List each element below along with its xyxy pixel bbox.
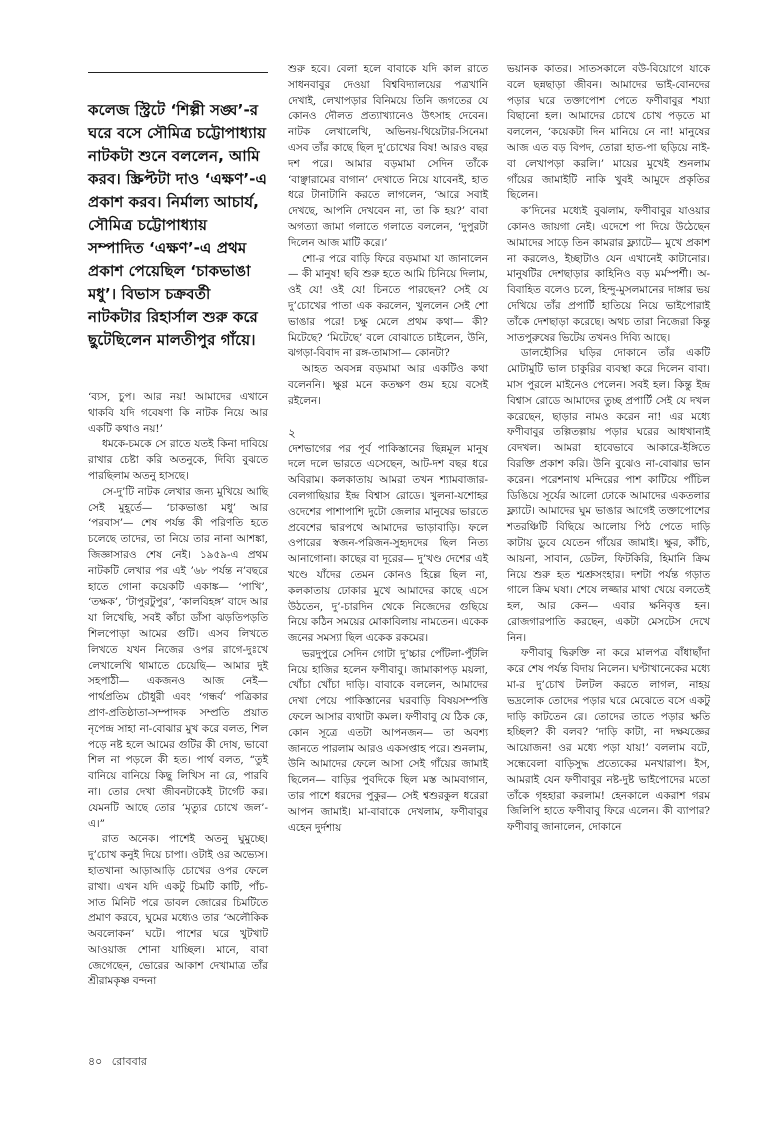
paragraph: ধমকে-চমকে সে রাতে যতই কিনা দাবিয়ে রাখার চেষ্টা করি অতনুকে, দিব্যি বুঝতে পারছিলাম অতনু হাসছে। (88, 438, 268, 482)
paragraph: ক’দিনের মধ্যেই বুঝলাম, ফণীবাবুর যাওয়ার কোনও জায়গা নেই। এদেশে পা দিয়ে উঠেছেন আমাদের সাড়ে তিন কামরার ফ্ল্যাটে— মুখে প্রকাশ না করলেও, ইচ্ছাটাও যেন এখানেই কাটানোর। মানুষটির দেশছাড়ার কাহিনিও বড় মর্মস্পর্শী। অ-বিবাহিত বলেও চলে, হিন্দু-মুসলমানের দাঙ্গার ভয় দেখিয়ে তাঁর প্রপার্টি হাতিয়ে নিয়ে ভাইপোরাই তাঁকে দেশছাড়া করেছে। অথচ তারা নিজেরা কিন্তু সাতপুরুষের ভিটেয় তখনও দিব্যি আছে। (507, 205, 710, 344)
column-1 (88, 62, 268, 990)
paragraph: দেশভাগের পর পূর্ব পাকিস্তানের ছিন্নমূল মানুষ দলে দলে ভারতে এসেছেন, আট-দশ বছর ধরে অবিরাম। কলকাতায় আমরা তখন শ্যামবাজার-বেলগাছিয়ার ইন্দ্র বিশ্বাস রোডে। খুলনা-যশোহর ওদেশের পাশাপাশি দুটো জেলার মানুষের ভারতে প্রবেশের দ্বারপথে আমাদের ভাড়াবাড়ি। ফলে ওপারের স্বজন-পরিজন-সুহৃদদের ছিল নিত্য আনাগোনা। কাছের বা দূরের— দু’খণ্ড দেশের এই খণ্ডে যাঁদের তেমন কোনও হিল্লে ছিল না, কলকাতায় ঢোকার মুখে আমাদের কাছে এসে উঠতেন, দু’-চারদিন থেকে নিজেদের গুছিয়ে নিয়ে কঠিন সময়ের মোকাবিলায় নামতেন। একেক জনের সমস্যা ছিল একেক রকমের। (288, 442, 488, 645)
page-footer (88, 1053, 153, 1072)
paragraph: রাত অনেক। পাশেই অতনু ঘুমুচ্ছে। দু’চোখ কনুই দিয়ে চাপা। ওটাই ওর অভ্যেস। হাতখানা আড়াআড়ি চোখের ওপর ফেলে রাখা। এখন যদি একটু চিমটি কাটি, পাঁচ-সাত মিনিট পরে ডাবল জোরের চিমটিতে প্রমাণ করবে, ঘুমের মধ্যেও তার ‘অলৌকিক অবলোকন’ ঘটে। পাশের ঘরে খুটখাট আওয়াজ শোনা যাচ্ছিল। মানে, বাবা জেগেছেন, ভোরের আকাশ দেখামাত্র তাঁর শ্রীরামকৃষ্ণ বন্দনা (88, 833, 268, 988)
paragraph: ভরদুপুরে সেদিন গোটা দু’চ্চার পোঁটলা-পুঁটলি নিয়ে হাজির হলেন ফণীবাবু। জামাকাপড় ময়লা, খোঁচা খোঁচা দাড়ি। বাবাকে বললেন, আমাদের দেখা পেয়ে পাকিস্তানের ঘরবাড়ি বিষয়সম্পত্তি ফেলে আসার ব্যথাটা কমল। ফণীবাবু যে ঠিক কে, কোন সূত্রে এতটা আপনজন— তা অবশ্য জানতে পারলাম আরও একসপ্তাহ পরে। শুনলাম, উনি আমাদের ফেলে আসা সেই গাঁয়ের জামাই ছিলেন— বাড়ির পুবদিকে ছিল মস্ত আমবাগান, তার পাশে ধরদের পুকুর— সেই শ্বশুরকুল ধরেরা আপন জামাই। মা-বাবাকে দেখলাম, ফণীবাবুর এহেন দুর্দশায় (288, 647, 488, 834)
column-2 (288, 62, 488, 836)
column-3 (507, 62, 710, 836)
paragraph: শুরু হবে। বেলা হলে বাবাকে যদি কাল রাতে সাধনবাবুর দেওয়া বিশ্ববিদ্যালয়ের পত্রখানি দেখাই, লেখাপড়ার বিনিময়ে তিনি জগতের যে কোনও দৌলত প্রত্যাখ্যানেও উৎসাহ দেবেন। নাটক লেখালেখি, অভিনয়-থিয়েটার-সিনেমা এসব তাঁর কাছে ছিল দু’চোখের বিষ! আরও বছর দশ পরে। আমার বড়মামা সেদিন তাঁকে ‘বাঞ্ছারামের বাগান’ দেখাতে নিয়ে যাবেনই, হাত ধরে টানাটানি করতে লাগলেন, ‘আরে সবাই দেখছে, আপনি দেখবেন না, তা কি হয়?’ বাবা অগত্যা জামা গলাতে গলাতে বললেন, ‘দুপুরটা দিলেন আজ মাটি করে।’ (288, 63, 488, 249)
paragraph: ফণীবাবু দ্বিরুক্তি না করে মালপত্র বাঁধাছাঁদা করে শেষ পর্যন্ত বিদায় নিলেন। ঘণ্টাখানেকের মধ্যে মা-র দু’চোখ টলটল করতে লাগল, নাহয় ভদ্রলোক তোদের পড়ার ঘরে মেঝেতে বসে একটু দাড়ি কাটতেন রে। তোদের তাতে পড়ার ক্ষতি হচ্ছিল? কী বলব? ‘দাড়ি কাটা, না দক্ষযজ্ঞের আয়োজন! ওর মধ্যে পড়া যায়!’ বললাম বটে, সন্ধেবেলা বাড়িসুদ্ধ প্রত্যেকের মনখারাপ। ইস, আমরাই যেন ফণীবাবুর নষ্ট-দুষ্ট ভাইপোদের মতো তাঁকে গৃহহারা করলাম! হেনকালে একরাশ গরম জিলিপি হাতে ফণীবাবু ফিরে এলেন। কী ব্যাপার? ফণীবাবু জানালেন, দোকানে (507, 647, 710, 834)
paragraph: ডালহৌসির ঘড়ির দোকানে তাঁর একটি মোটামুটি ভাল চাকুরির ব্যবস্থা করে দিলেন বাবা। মাস পুরলে মাইনেও পেলেন। সবই হল। কিন্তু ইন্দ্র বিশ্বাস রোডে আমাদের তুচ্ছ প্রপার্টি সেই যে দখল করেছেন, ছাড়ার নামও করেন না! এর মধ্যে ফণীবাবুর তল্পিতল্পায় পড়ার ঘরের আধখানাই বেদখল। আমরা হাবেভাবে আকারে-ইঙ্গিতে বিরক্তি প্রকাশ করি। উনি বুঝেও না-বোঝার ভান করেন। পরেশনাথ মন্দিরের পাশ কাটিয়ে পাঁচিল ডিঙিয়ে সূর্যের আলো ঢোকে আমাদের একতলার ফ্ল্যাটে। আমাদের ঘুম ভাঙার আগেই তক্তাপোশের শতরঞ্চিটি বিছিয়ে আলোয় পিঠ পেতে দাড়ি কাটায় ডুবে যেতেন গাঁয়ের জামাই। ক্ষুর, কাঁচি, আয়না, সাবান, ডেটল, ফিটকিরি, হিমানি ক্রিম নিয়ে শুরু হত শ্মশ্রুসংহার। দশটা পর্যন্ত গড়াত গালে ক্রিম ঘষা। শেষে লজ্জার মাথা খেয়ে বলতেই হল, আর কেন— এবার ক্ষনিবৃত্ত হন। রোজগারপাতি করছেন, একটা মেসটেস দেখে নিন। (507, 347, 710, 644)
page-number: ৪০ (88, 1055, 103, 1068)
paragraph: আহত অবসন্ন বড়মামা আর একটিও কথা বলেননি। ক্ষুণ্ণ মনে কতক্ষণ গুম হয়ে বসেই রইলেন। (288, 363, 488, 407)
magazine-name: রোববার (111, 1055, 147, 1068)
top-rule (88, 72, 268, 73)
pull-quote: কলেজ স্ট্রিটে ‘শিল্পী সঙ্ঘ’-র ঘরে বসে সৌমিত্র চট্টোপাধ্যায় নাটকটা শুনে বললেন, আমি করব। স্ক্রিপ্টটা দাও ‘এক্ষণ’-এ প্রকাশ করব। নির্মাল্য আচার্য, সৌমিত্র চট্টোপাধ্যায় সম্পাদিত ‘এক্ষণ’-এ প্রথম প্রকাশ পেয়েছিল ‘চাকভাঙা মধু’। বিভাস চক্রবর্তী নাটকটার রিহার্সাল শুরু করে ছুটেছিলেন মালতীপুর গাঁয়ে। (88, 101, 268, 349)
paragraph: শো-র পরে বাড়ি ফিরে বড়মামা যা জানালেন— কী মানুষ! ছবি শুরু হতে আমি চিনিয়ে দিলাম, ওই যে! ওই যে! চিনতে পারছেন? সেই যে দু’চোখের পাতা এক করলেন, খুললেন সেই শো ভাঙার পরে! চক্ষু মেলে প্রথম কথা— কী? মিটেছে? ‘মিটেছে’ বলে বোঝাতে চাইলেন, উনি, ঝগড়া-বিবাদ না রঙ্গ-তামাসা— কোনটা? (288, 252, 488, 360)
paragraph: সে-দু’টি নাটক লেখার জন্য মুখিয়ে আছি সেই মুহূর্তে— ‘চাকভাঙা মধু’ আর ‘পরবাস’— শেষ পর্যন্ত কী পরিণতি হতে চলেছে তাদের, তা নিয়ে তার নানা আশঙ্কা, জিজ্ঞাসারও শেষ নেই। ১৯৫৯-এ প্রথম নাটকটি লেখার পর এই ’৬৮ পর্যন্ত ন’বছরে হাতে গোনা কয়েকটি একাঙ্ক— ‘পাখি’, ‘তক্ষক’, ‘টাপুরটুপুর’, ‘কালবিহঙ্গ’ বাদে আর যা লিখেছি, সবই কাঁচা ডাঁসা ঝড়তিপড়তি শিলপোড়া আমের গুটি। এসব লিখতে লিখতে যখন নিজের ওপর রাগে-দুঃখে লেখালেখি থামাতে চেয়েছি— আমার দুই সহপাঠী— একজনও আজ নেই— পার্থপ্রতিম চৌধুরী এবং ‘গন্ধর্ব’ পত্রিকার প্রাণ-প্রতিষ্ঠাতা-সম্পাদক সম্প্রতি প্রয়াত নৃপেন্দ্র সাহা না-বোঝার মুখ করে বলত, শিল পড়ে নষ্ট হলে আমের গুটির কী দোষ, ভাবো শিল না পড়লে কী হত। পার্থ বলত, “তুই বানিয়ে বানিয়ে কিছু লিখিস না রে, পারবি না। তোর দেখা জীবনটাকেই টার্গেট কর। যেমনটি আছে তোর ‘মৃত্যুর চোখে জল’-এ।” (88, 485, 268, 830)
paragraph: ‘ব্যস, চুপ। আর নয়! আমাদের এখানে থাকবি যদি গবেষণা কি নাটক নিয়ে আর একটি কথাও নয়!’ (88, 391, 268, 435)
section-number: ২ (288, 425, 296, 440)
paragraph: ভয়ানক কাতর। সাতসকালে বউ-বিয়োগে যাকে বলে ছন্নছাড়া জীবন। আমাদের ভাই-বোনদের পড়ার ঘরে তক্তাপোশ পেতে ফণীবাবুর শয্যা বিছানো হল। আমাদের চোখে চোখ পড়তে মা বললেন, ‘কয়েকটা দিন মানিয়ে নে না! মানুষের আজ এত বড় বিপদ, তোরা হাত-পা ছড়িয়ে নাই-বা লেখাপড়া করলি।’ মায়ের মুখেই শুনলাম গাঁয়ের জামাইটি নাকি খুবই আমুদে প্রকৃতির ছিলেন। (507, 63, 710, 202)
